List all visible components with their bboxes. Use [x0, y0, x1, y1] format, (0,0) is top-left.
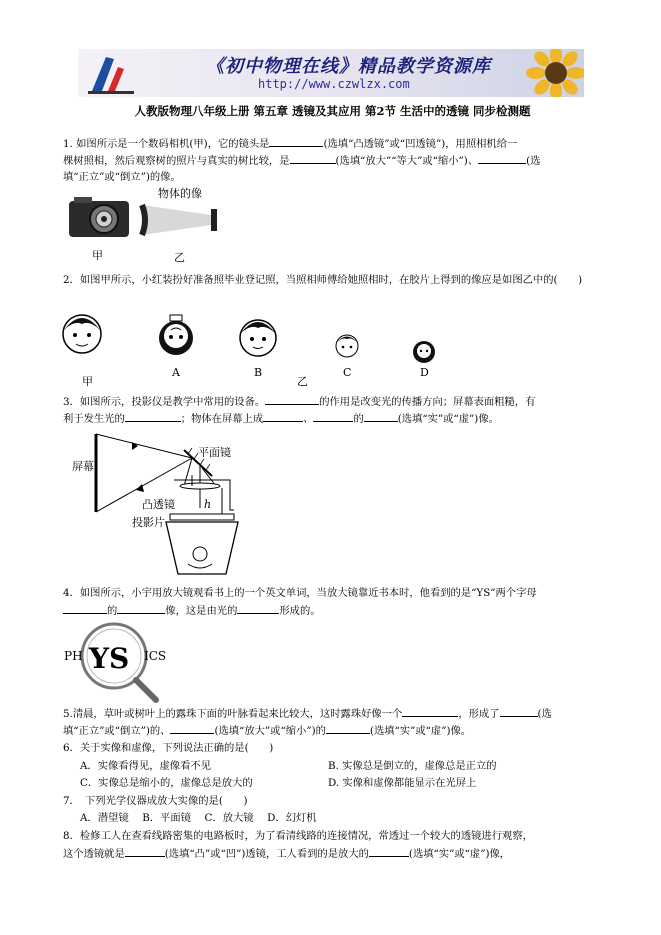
label-lens: 凸透镜 [142, 498, 175, 511]
answer-blank[interactable] [170, 721, 214, 734]
q6-option-a[interactable]: A．实像看得见，虚像看不见 [80, 760, 211, 772]
word-left: PH [64, 649, 83, 663]
q5-line1: 5.清晨，草叶或树叶上的露珠下面的叶脉看起来比较大，这时露珠好像一个 ，形成了 (选 [63, 704, 552, 723]
q2-figure [60, 308, 460, 388]
camera-icon [69, 197, 129, 237]
answer-blank[interactable] [125, 844, 165, 857]
q8-line2: 这个透镜就是 (选填“凸”或“凹”)透镜，工人看到的是放大的 (选填“实”或“虚”)像， [63, 844, 510, 863]
q6-stem: 6．关于实像和虚像，下列说法正确的是( ) [63, 742, 274, 754]
option-b-label: B [254, 366, 263, 379]
q1-line3: 填“正立”或“倒立”)的像。 [63, 171, 181, 183]
option-c-label: C [343, 366, 352, 379]
answer-blank[interactable] [326, 721, 370, 734]
option-b-face [240, 320, 276, 356]
option-c-face [336, 335, 358, 357]
sunflower-icon [526, 49, 584, 97]
q1-line1: 1. 如图所示是一个数码相机(甲)，它的镜头是 (选填“凸透镜”或“凹透镜”)，用照相机给一 [63, 134, 517, 153]
answer-blank[interactable] [500, 704, 538, 717]
slide-stage [170, 514, 234, 520]
q7-stem: 7． 下列光学仪器成放大实像的是( ) [63, 795, 248, 807]
q8-line1: 8．检修工人在查看线路密集的电路板时，为了看清线路的连接情况，常透过一个较大的透镜进行观察， [63, 830, 533, 842]
answer-blank[interactable] [290, 151, 336, 164]
option-a-face [159, 315, 193, 355]
q4-line2: 的 像，这是由光的 形成的。 [63, 601, 321, 620]
label-h: h [204, 498, 212, 511]
q3-line2: 利于发生光的 ；物体在屏幕上成 、 的 (选填“实”或“虚”)像。 [63, 409, 499, 428]
header-banner [78, 49, 584, 97]
q1-caption: 物体的像 [158, 187, 202, 200]
label-jia: 甲 [92, 249, 103, 262]
q6-option-d[interactable]: D. 实像和虚像都能显示在光屏上 [328, 777, 477, 789]
answer-blank[interactable] [402, 704, 458, 717]
answer-blank[interactable] [237, 601, 279, 614]
q2-label-yi: 乙 [297, 375, 308, 388]
projection-icon [142, 205, 217, 235]
answer-blank[interactable] [364, 409, 398, 422]
q1-line2: 棵树照相，然后观察树的照片与真实的树比较，是 (选填“放大”“等大”或“缩小”)、 (选 [63, 151, 540, 170]
answer-blank[interactable] [63, 601, 107, 614]
q3-line1: 3．如图所示，投影仪是教学中常用的设备。 的作用是改变光的传播方向；屏幕表面粗糙，有 [63, 392, 535, 411]
label-mirror: 平面镜 [198, 446, 231, 459]
q2-stem: 2．如图甲所示，小红装扮好准备照毕业登记照，当照相师傅给她照相时，在胶片上得到的像应是如图乙中的( ) [63, 274, 583, 286]
word-magnified: YS [89, 642, 130, 675]
girl-face-icon [63, 315, 101, 353]
document-title: 人教版物理八年级上册 第五章 透镜及其应用 第2节 生活中的透镜 同步检测题 [134, 104, 531, 118]
word-right: ICS [144, 649, 167, 663]
answer-blank[interactable] [369, 844, 409, 857]
answer-blank[interactable] [313, 409, 353, 422]
option-d-face [413, 341, 435, 363]
q6-option-c[interactable]: C．实像总是缩小的，虚像总是放大的 [80, 777, 253, 789]
q4-magnifier-figure [62, 620, 182, 706]
q4-line1: 4．如图所示，小宇用放大镜观看书上的一个英文单词，当放大镜靠近书本时，他看到的是“YS”两个字母 [63, 587, 537, 599]
q1-figure [66, 185, 236, 263]
answer-blank[interactable] [117, 601, 165, 614]
q3-projector-figure [66, 428, 256, 578]
option-d-label: D [420, 366, 429, 379]
banner-title: 《初中物理在线》精品教学资源库 [206, 56, 491, 77]
magnifier-handle [136, 680, 156, 700]
label-film: 投影片 [132, 516, 165, 529]
answer-blank[interactable] [265, 392, 319, 405]
logo-icon [84, 51, 144, 95]
q7-options[interactable]: A．潜望镜 B．平面镜 C．放大镜 D．幻灯机 [80, 812, 317, 824]
option-a-label: A [172, 366, 180, 379]
q6-option-b[interactable]: B. 实像总是倒立的，虚像总是正立的 [328, 760, 497, 772]
answer-blank[interactable] [478, 151, 526, 164]
answer-blank[interactable] [125, 409, 181, 422]
label-yi: 乙 [174, 251, 185, 263]
answer-blank[interactable] [263, 409, 303, 422]
lamp-icon [193, 547, 207, 561]
q2-label-jia: 甲 [82, 375, 93, 388]
lens-shape [180, 483, 220, 489]
q5-line2: 填“正立”或“倒立”)的、 (选填“放大”或“缩小”)的 (选填“实”或“虚”)像。 [63, 721, 471, 740]
label-screen: 屏幕 [72, 460, 94, 473]
answer-blank[interactable] [269, 134, 323, 147]
banner-url: http://www.czwlzx.com [258, 77, 410, 91]
